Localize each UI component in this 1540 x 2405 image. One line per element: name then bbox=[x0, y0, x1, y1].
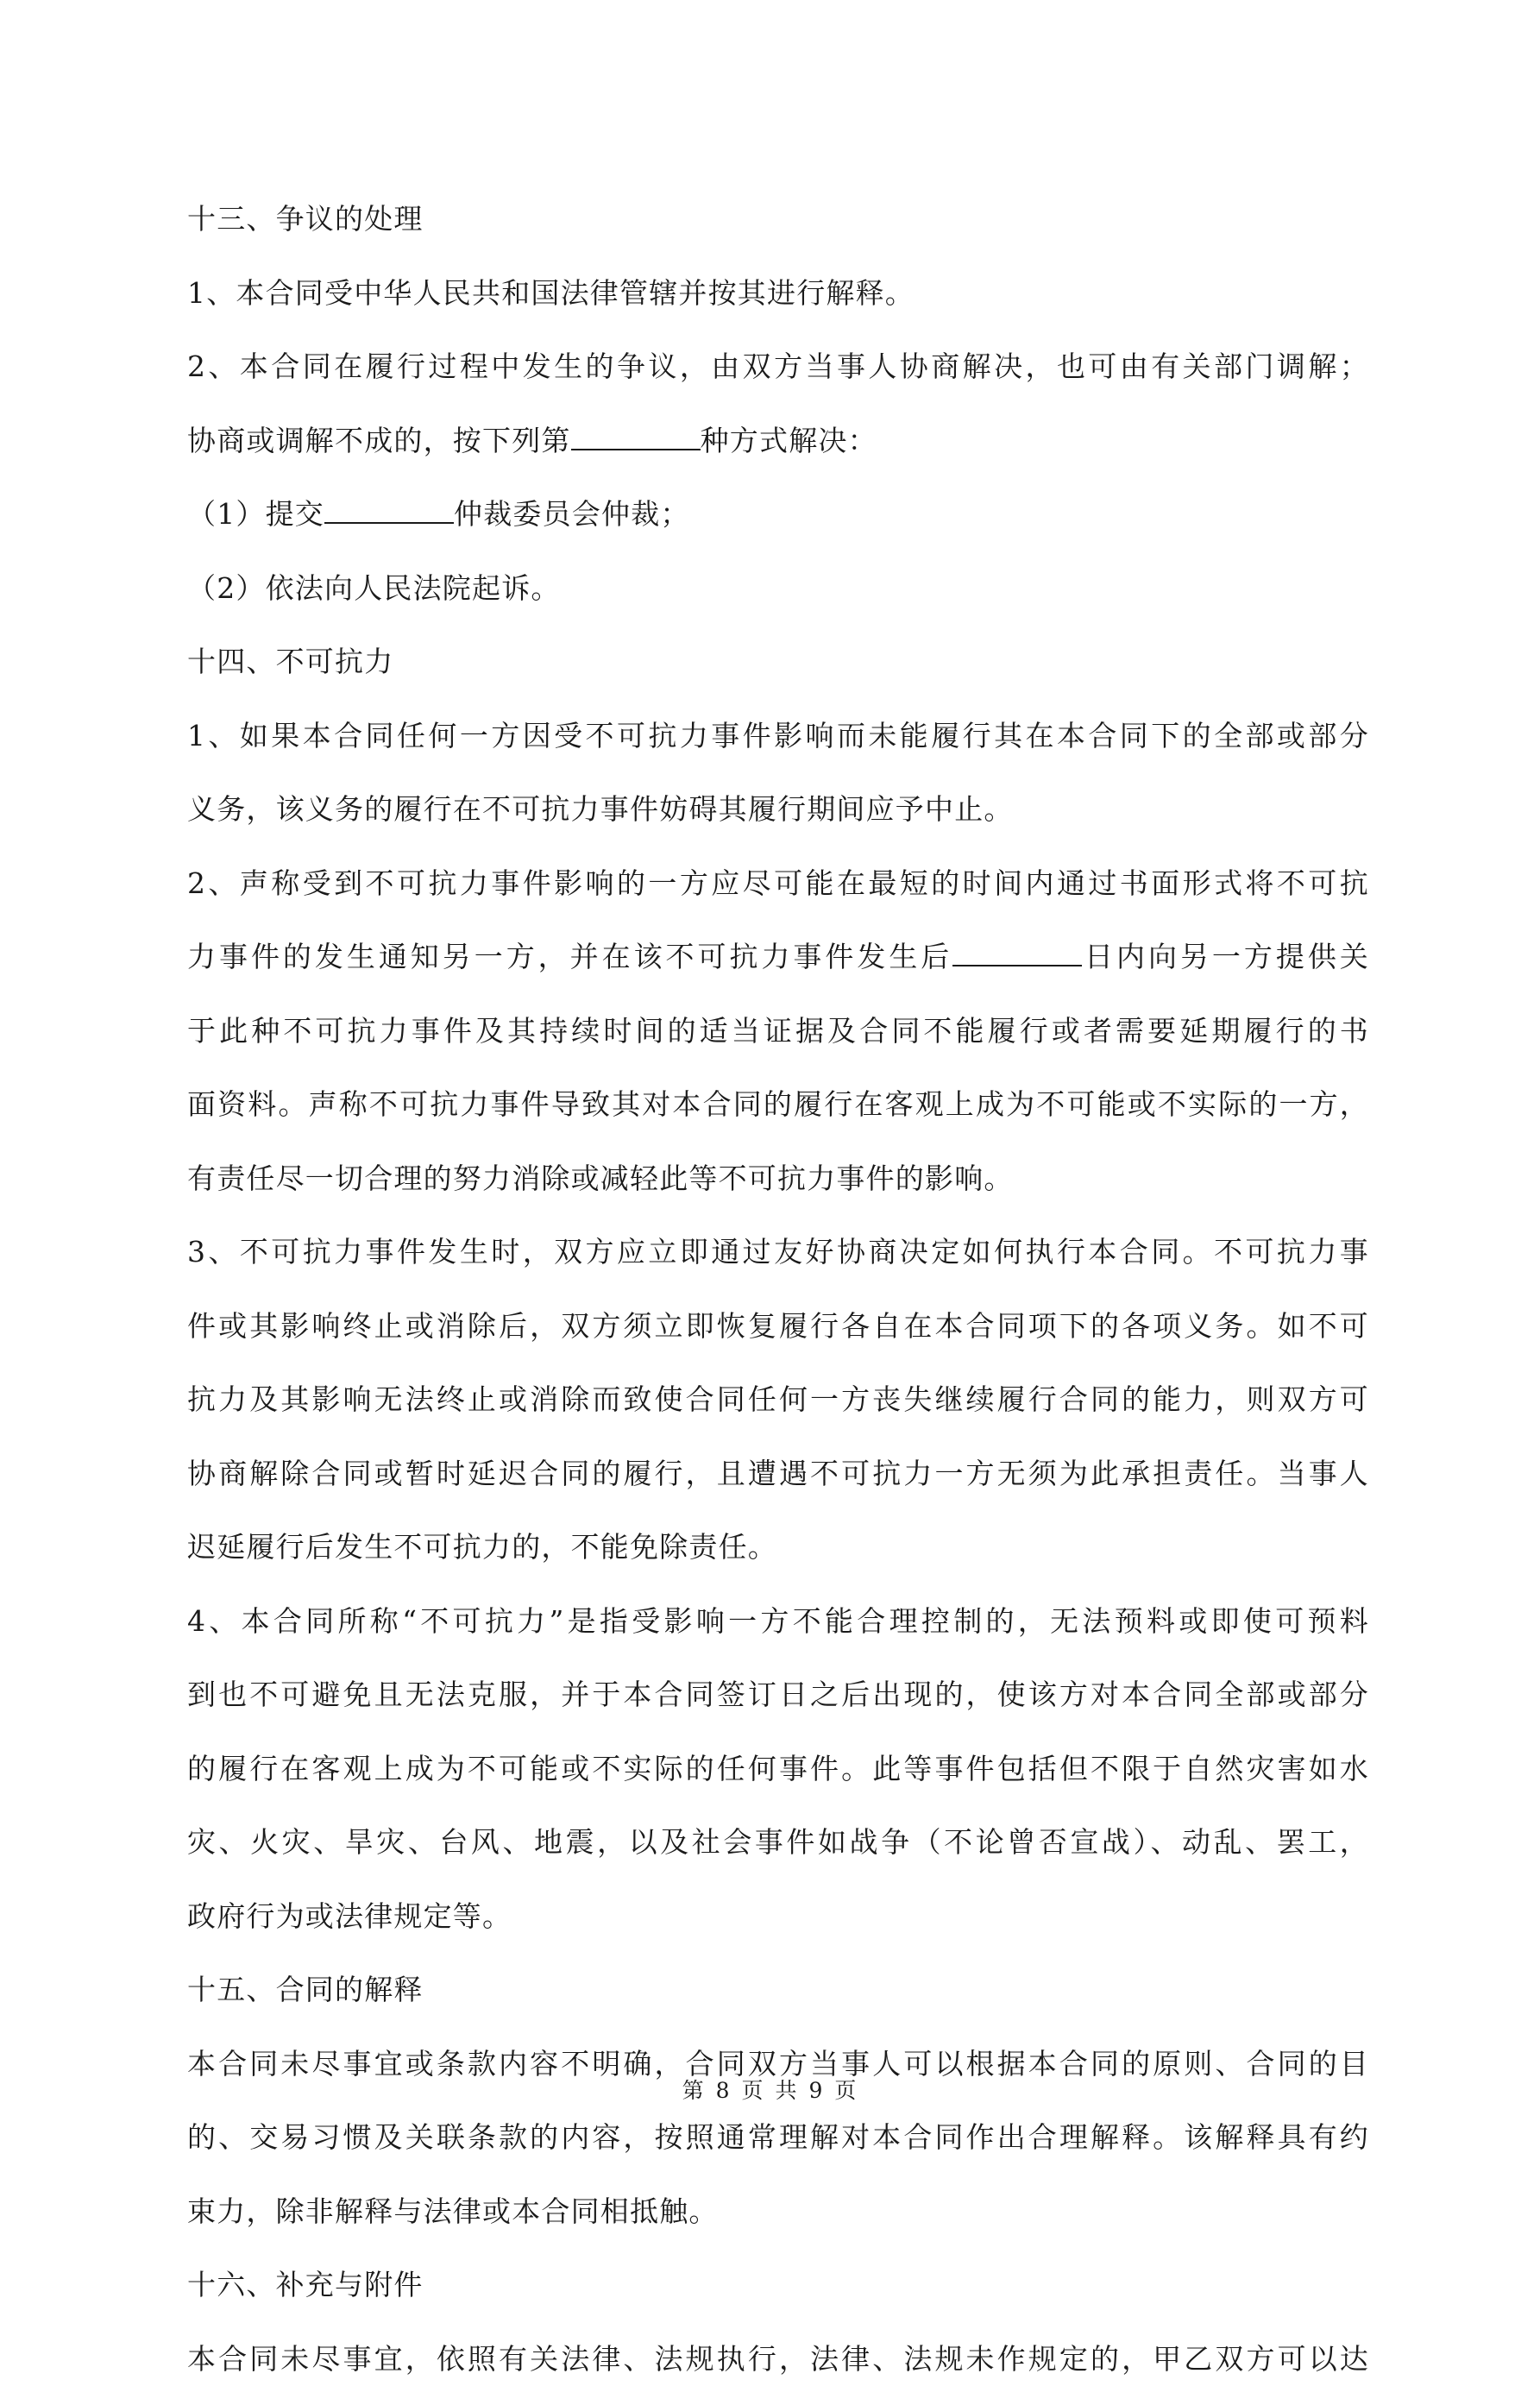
text-line: 束力，除非解释与法律或本合同相抵触。 bbox=[187, 2184, 1369, 2258]
text-line: （2）依法向人民法院起诉。 bbox=[187, 561, 1369, 635]
line-text-after: 种方式解决： bbox=[701, 424, 877, 457]
line-text-after: 日内向另一方提供关 bbox=[1082, 940, 1369, 973]
text-line: 于此种不可抗力事件及其持续时间的适当证据及合同不能履行或者需要延期履行的书 bbox=[187, 1004, 1369, 1078]
text-line: 本合同未尽事宜，依照有关法律、法规执行，法律、法规未作规定的，甲乙双方可以达 bbox=[187, 2332, 1369, 2405]
text-line: 本合同未尽事宜或条款内容不明确，合同双方当事人可以根据本合同的原则、合同的目 bbox=[187, 2037, 1369, 2111]
text-line: 迟延履行后发生不可抗力的，不能免除责任。 bbox=[187, 1520, 1369, 1594]
footer-current-page: 8 bbox=[716, 2078, 732, 2103]
text-line: 4、本合同所称“不可抗力”是指受影响一方不能合理控制的，无法预料或即使可预料 bbox=[187, 1594, 1369, 1668]
text-line: 的履行在客观上成为不可能或不实际的任何事件。此等事件包括但不限于自然灾害如水 bbox=[187, 1741, 1369, 1816]
text-line: 灾、火灾、旱灾、台风、地震，以及社会事件如战争（不论曾否宣战）、动乱、罢工， bbox=[187, 1815, 1369, 1889]
line-text-before: 力事件的发生通知另一方，并在该不可抗力事件发生后 bbox=[187, 940, 952, 973]
text-line: 面资料。声称不可抗力事件导致其对本合同的履行在客观上成为不可能或不实际的一方， bbox=[187, 1077, 1369, 1151]
text-line: 政府行为或法律规定等。 bbox=[187, 1889, 1369, 1963]
fill-in-blank[interactable] bbox=[324, 488, 454, 524]
text-line: 抗力及其影响无法终止或消除而致使合同任何一方丧失继续履行合同的能力，则双方可 bbox=[187, 1372, 1369, 1446]
footer-total-pages: 9 bbox=[809, 2078, 825, 2103]
text-line: 十四、不可抗力 bbox=[187, 634, 1369, 708]
text-line: 十三、争议的处理 bbox=[187, 192, 1369, 266]
text-line: 有责任尽一切合理的努力消除或减轻此等不可抗力事件的影响。 bbox=[187, 1151, 1369, 1225]
page-footer bbox=[0, 2074, 1540, 2105]
fill-in-blank[interactable] bbox=[952, 930, 1082, 966]
text-line: 十五、合同的解释 bbox=[187, 1962, 1369, 2037]
text-line: 2、本合同在履行过程中发生的争议，由双方当事人协商解决，也可由有关部门调解； bbox=[187, 339, 1369, 413]
footer-ye-2: 页 bbox=[834, 2078, 858, 2103]
line-text-before: （1）提交 bbox=[187, 497, 324, 531]
text-line: 义务，该义务的履行在不可抗力事件妨碍其履行期间应予中止。 bbox=[187, 782, 1369, 856]
text-line bbox=[187, 413, 1369, 488]
text-line: 2、声称受到不可抗力事件影响的一方应尽可能在最短的时间内通过书面形式将不可抗 bbox=[187, 856, 1369, 930]
footer-ye: 页 bbox=[741, 2078, 764, 2103]
text-line: 到也不可避免且无法克服，并于本合同签订日之后出现的，使该方对本合同全部或部分 bbox=[187, 1667, 1369, 1741]
text-line: 件或其影响终止或消除后，双方须立即恢复履行各自在本合同项下的各项义务。如不可 bbox=[187, 1299, 1369, 1373]
text-line bbox=[187, 487, 1369, 561]
footer-di: 第 bbox=[682, 2078, 706, 2103]
text-line: 的、交易习惯及关联条款的内容，按照通常理解对本合同作出合理解释。该解释具有约 bbox=[187, 2110, 1369, 2184]
text-line: 协商解除合同或暂时延迟合同的履行，且遭遇不可抗力一方无须为此承担责任。当事人 bbox=[187, 1446, 1369, 1520]
text-line: 十六、补充与附件 bbox=[187, 2257, 1369, 2332]
line-text-after: 仲裁委员会仲裁； bbox=[454, 497, 690, 531]
text-line: 3、不可抗力事件发生时，双方应立即通过友好协商决定如何执行本合同。不可抗力事 bbox=[187, 1225, 1369, 1299]
fill-in-blank[interactable] bbox=[571, 414, 701, 450]
line-text-before: 协商或调解不成的，按下列第 bbox=[187, 424, 571, 457]
text-line bbox=[187, 929, 1369, 1004]
text-line: 1、本合同受中华人民共和国法律管辖并按其进行解释。 bbox=[187, 266, 1369, 340]
footer-gong: 共 bbox=[776, 2078, 799, 2103]
text-line: 1、如果本合同任何一方因受不可抗力事件影响而未能履行其在本合同下的全部或部分 bbox=[187, 708, 1369, 783]
